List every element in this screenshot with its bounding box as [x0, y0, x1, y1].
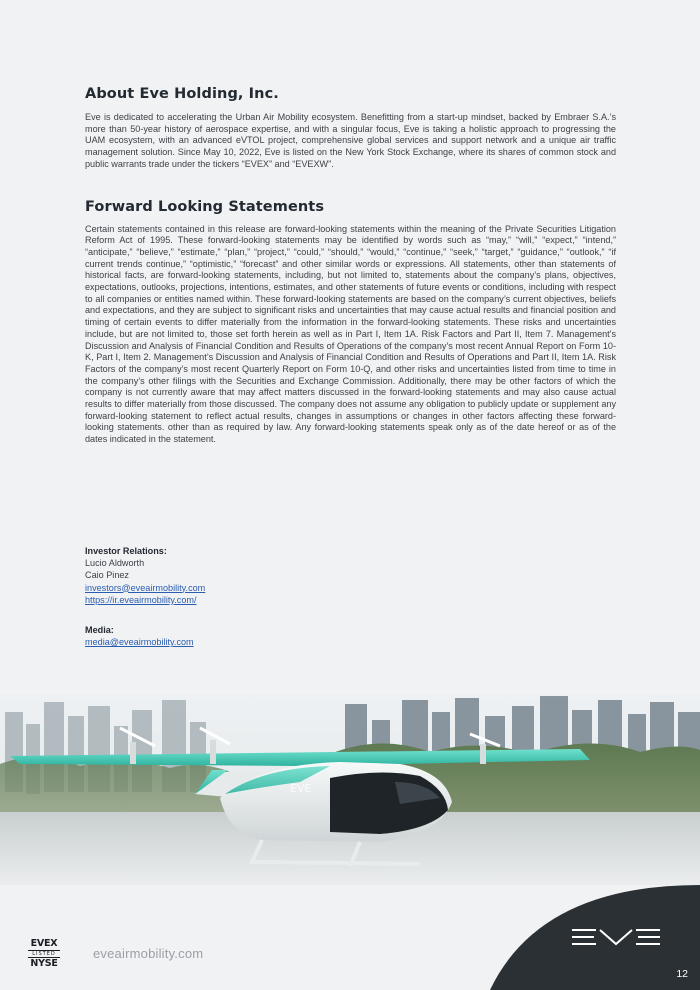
- contacts-block: [85, 545, 205, 648]
- media-email-link[interactable]: media@eveairmobility.com: [85, 637, 194, 648]
- media-label: Media:: [85, 625, 114, 636]
- nyse-listing-badge: EVEX LISTED NYSE: [27, 939, 61, 969]
- investor-site-link[interactable]: https://ir.eveairmobility.com/: [85, 594, 197, 605]
- contact-name: Lucio Aldworth: [85, 558, 145, 569]
- footer-website: eveairmobility.com: [93, 946, 204, 961]
- forward-looking-paragraph: Certain statements contained in this release are forward-looking statements within the meaning of the Private Securities Litigation Reform Act of 1995. These forward-looking statements may be identified by words such as “may,” “will,” “expect,” “intend,” “anticipate,” “believe,” “estimate,” “plan,” “project,” “could,” “should,” “would,” “continue,” “seek,” “target,” “guidance,” “outlook,” “if current trends continue,” “optimistic,” “forecast” and other similar words or expressions. All statements, other than statements of historical facts, are forward-looking statements, including, but not limited to, statements about the company’s plans, objectives, expectations, outlooks, projections, intentions, estimates, and other statements of future events or conditions, including with respect to all companies or entities named within. These forward-looking statements are based on the company’s current objectives, beliefs and expectations, and they are subject to significant risks and uncertainties that may cause actual results and financial position and timing of certain events to differ materially from the information in the forward-looking statements. These risks and uncertainties include, but are not limited to, those set forth herein as well as in Part I, Item 1A. Risk Factors and Part II, Item 7. Management's Discussion and Analysis of Financial Condition and Results of Operations of the company’s most recent Annual Report on Form 10-K, Part I, Item 2. Management’s Discussion and Analysis of Financial Condition and Results of Operations and Part II, Item 1A. Risk Factors of the company’s most recent Quarterly Report on Form 10-Q, and other risks and uncertainties listed from time to time in the company’s other filings with the Securities and Exchange Commission. Additionally, there may be other factors of which the company is not currently aware that may affect matters discussed in the forward-looking statements and may also cause actual results to differ materially from those discussed. The company does not assume any obligation to publicly update or supplement any forward-looking statement to reflect actual results, changes in assumptions or changes in other factors affecting these forward-looking statements. other than as required by law. Any forward-looking statements speak only as of the date hereof or as of the dates indicated in the statement.: [85, 223, 616, 445]
- evtol-aircraft-photo: [0, 694, 700, 888]
- forward-looking-heading: Forward Looking Statements: [85, 198, 325, 215]
- investor-email-link[interactable]: investors@eveairmobility.com: [85, 582, 206, 593]
- about-paragraph: Eve is dedicated to accelerating the Urban Air Mobility ecosystem. Benefitting from a start-up mindset, backed by Embraer S.A.’s more than 50-year history of aerospace expertise, and with a singular focus, Eve is taking a holistic approach to progressing the UAM ecosystem, with an advanced eVTOL project, comprehensive global services and support network and a unique air traffic management solution. Since May 10, 2022, Eve is listed on the New York Stock Exchange, where its shares of common stock and public warrants trade under the tickers “EVEX” and “EVEXW”.: [85, 112, 616, 169]
- main-content: [85, 86, 616, 446]
- eve-logo: [570, 928, 662, 951]
- svg-text:EVE: EVE: [290, 782, 312, 795]
- contact-name: Caio Pinez: [85, 570, 129, 581]
- investor-relations-label: Investor Relations:: [85, 546, 167, 556]
- about-heading: About Eve Holding, Inc.: [85, 86, 279, 102]
- page-number: 12: [676, 968, 688, 980]
